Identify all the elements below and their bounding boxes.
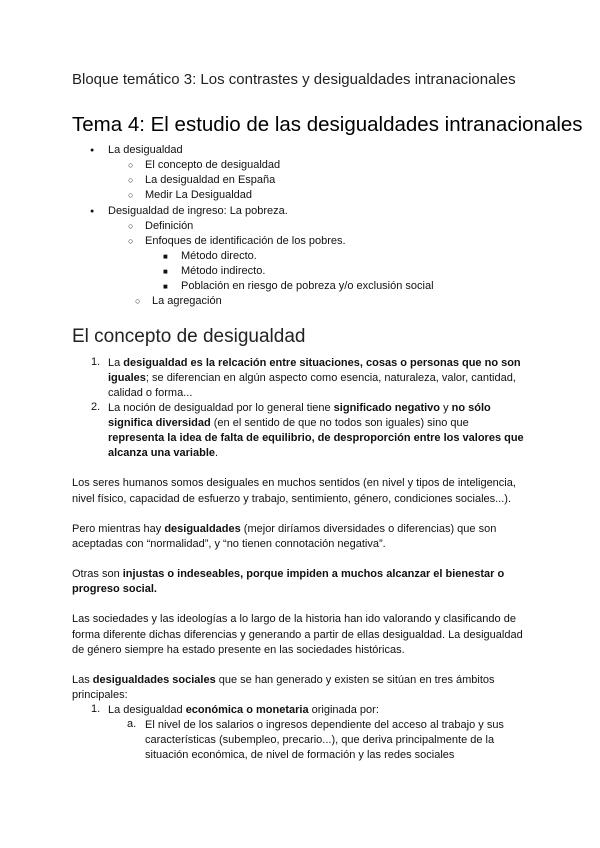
paragraph-line: forma diferente dichas diferencias y generando a partir de ellas desigualdad. La desigualdad [72, 629, 523, 641]
list-number: 2. [91, 401, 101, 413]
paragraph-line: Las desigualdades sociales que se han generado y existen se sitúan en tres ámbitos [72, 674, 495, 686]
outline-subitem: ○ Enfoques de identificación de los pobres. [145, 234, 346, 249]
paragraph-line: Las sociedades y las ideologías a lo largo de la historia han ido valorando y clasificando de [72, 613, 516, 625]
notion-line: significa diversidad (en el sentido de que no todos son iguales) sino que [108, 417, 469, 429]
outline-subsubitem: ■ Método indirecto. [181, 264, 265, 279]
list-subitem-line: El nivel de los salarios o ingresos dependiente del acceso al trabajo y sus [145, 719, 504, 731]
definition-line: La desigualdad es la relcación entre situaciones, cosas o personas que no son [108, 357, 521, 369]
paragraph-line: Otras son injustas o indeseables, porque impiden a muchos alcanzar el bienestar o [72, 568, 505, 580]
section-heading: El concepto de desigualdad [72, 326, 306, 347]
paragraph-line: Pero mientras hay desigualdades (mejor diríamos diversidades o diferencias) que son [72, 523, 497, 535]
notion-line: alcanza una variable. [108, 447, 219, 459]
list-subitem-line: situación económica, de nivel de formación y las redes sociales [145, 749, 455, 761]
outline-subsubitem: ■ Población en riesgo de pobreza y/o exclusión social [181, 279, 434, 294]
block-subtitle: Bloque temático 3: Los contrastes y desigualdades intranacionales [72, 71, 516, 88]
outline-item: ● La desigualdad [108, 143, 183, 158]
page-title: Tema 4: El estudio de las desigualdades intranacionales [72, 113, 583, 136]
paragraph-line: progreso social. [72, 583, 157, 595]
notion-line: La noción de desigualdad por lo general tiene significado negativo y no sólo [108, 402, 491, 414]
list-item: La desigualdad económica o monetaria originada por: [108, 704, 379, 716]
paragraph-line: Los seres humanos somos desiguales en muchos sentidos (en nivel y tipos de inteligencia, [72, 477, 516, 489]
outline-subitem: ○ La desigualdad en España [145, 173, 275, 188]
paragraph-line: principales: [72, 689, 128, 701]
paragraph-line: nivel físico, capacidad de esfuerzo y trabajo, sentimiento, género, condiciones sociales...). [72, 493, 512, 505]
list-number: 1. [91, 703, 101, 715]
outline-subitem: ○ Medir La Desigualdad [145, 188, 252, 203]
paragraph-line: aceptadas con “normalidad”, y “no tienen connotación negativa”. [72, 538, 386, 550]
outline-item: ● Desigualdad de ingreso: La pobreza. [108, 204, 288, 219]
definition-line: calidad o forma... [108, 387, 193, 399]
outline-subitem: ○ Definición [145, 219, 193, 234]
notion-line: representa la idea de falta de equilibrio, de desproporción entre los valores que [108, 432, 524, 444]
definition-line: iguales; se diferencian en algún aspecto como esencia, naturaleza, valor, cantidad, [108, 372, 516, 384]
list-letter: a. [127, 718, 137, 730]
list-number: 1. [91, 356, 101, 368]
outline-subitem: ○ El concepto de desigualdad [145, 158, 280, 173]
outline-subsubitem: ■ Método directo. [181, 249, 257, 264]
paragraph-line: de género siempre ha estado presente en las sociedades históricas. [72, 644, 405, 656]
list-subitem-line: características (subempleo, precario...), que deriva principalmente de la [145, 734, 495, 746]
outline-subitem: ○ La agregación [152, 294, 222, 309]
